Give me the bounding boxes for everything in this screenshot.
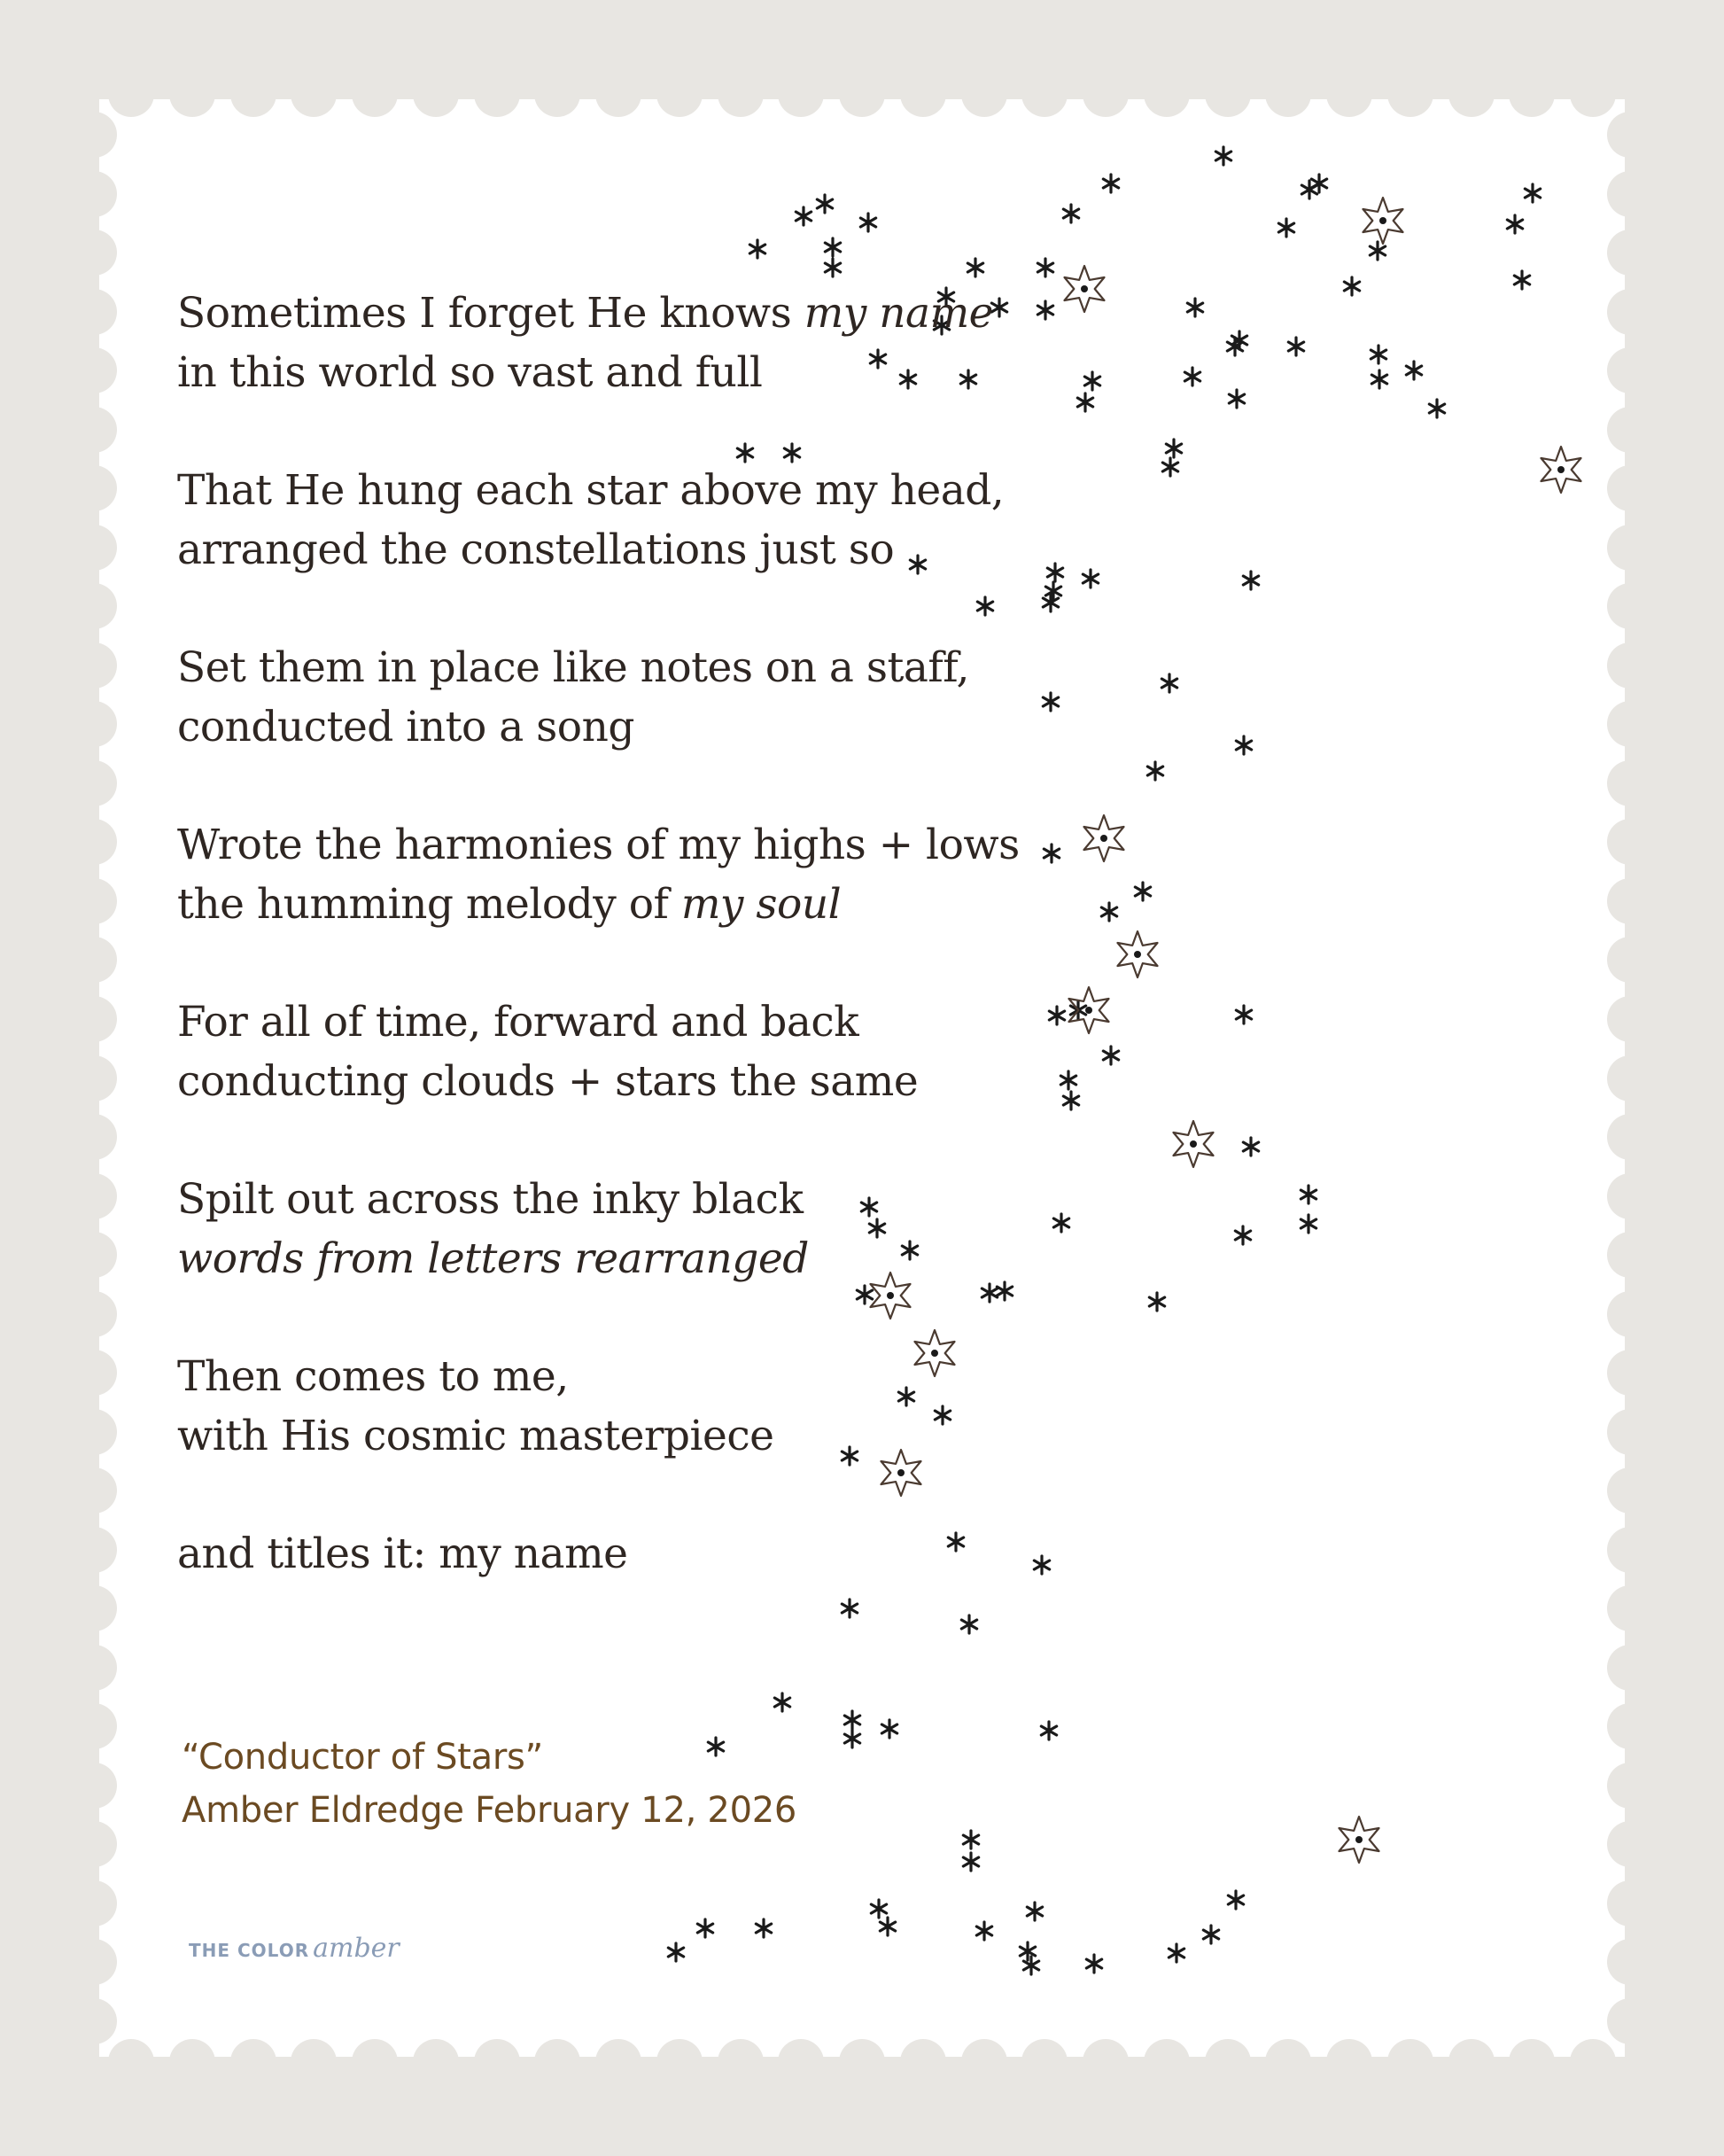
poem-credit [182,1731,796,1837]
star-icon [842,1599,857,1617]
poem-stanza [177,284,993,402]
poem-emphasis: my soul [680,880,842,929]
star-icon [1236,736,1251,754]
poem-line [177,1170,975,1229]
poem-title: “Conductor of Stars” [182,1737,543,1778]
star-icon [982,1284,997,1302]
poem-text: with His cosmic masterpiece [177,1412,774,1460]
star-icon [1288,338,1303,355]
outline-star-icon [1542,447,1581,493]
star-icon [1166,440,1181,457]
outline-star-icon [1069,987,1109,1033]
poem-line [177,1229,975,1288]
star-icon [1020,1942,1035,1960]
star-icon [1236,1006,1251,1024]
poem-text: conducting clouds + stars the same [177,1057,919,1106]
poem-text: Spilt out across the inky black [177,1175,804,1224]
brand-name: amber [313,1933,400,1964]
star-icon [1301,181,1316,198]
star-icon [1228,1891,1243,1909]
poem-line [177,284,993,343]
poem-emphasis: words from letters rearranged [177,1234,809,1283]
star-icon [1507,215,1522,233]
star-icon [1243,1138,1258,1156]
poem-text: Then comes to me, [177,1352,569,1401]
poem-stanza [177,1170,975,1288]
star-icon [1525,184,1540,202]
star-icon [1203,1926,1218,1943]
outline-star-icon [1174,1121,1214,1167]
star-icon [796,207,811,225]
star-icon [991,299,1006,316]
poem-text: Wrote the harmonies of my highs + lows [177,821,1020,869]
star-icon [1371,346,1386,363]
poem-text: For all of time, forward and back [177,998,859,1047]
poem-line [177,992,975,1052]
star-icon [1063,1092,1078,1109]
star-icon [860,214,875,231]
poem-line [177,461,1005,520]
poem-line [177,1052,975,1111]
poem-stanza [177,1347,975,1466]
star-icon [1301,1186,1316,1203]
star-icon [963,1853,978,1871]
star-icon [1027,1903,1042,1920]
star-icon [825,259,840,276]
star-icon [1041,1722,1056,1740]
star-icon [1086,1955,1101,1973]
star-icon [1169,1944,1184,1962]
star-icon [1037,259,1052,276]
star-icon [1101,903,1116,921]
star-icon [1043,693,1058,711]
star-icon [1077,393,1092,411]
poem-line [177,815,1020,875]
star-icon [1083,570,1098,588]
star-icon [1135,883,1150,900]
poem-text: arranged the constellations just so [177,525,895,574]
star-icon [1147,762,1162,780]
brand-prefix: THE COLOR [189,1940,310,1961]
star-icon [1053,1214,1068,1232]
star-icon [1034,1556,1049,1574]
star-icon [1060,1071,1076,1089]
poem-stanza [177,638,975,757]
star-icon [967,259,982,276]
star-icon [977,597,992,615]
star-icon [756,1919,771,1937]
outline-star-icon [1118,931,1158,977]
poem-line [177,1524,975,1584]
star-icon [844,1730,859,1747]
poem-body [177,284,1020,1584]
star-icon [880,1918,895,1935]
star-icon [1301,1215,1316,1233]
star-icon [1278,219,1293,237]
star-icon [1406,362,1421,379]
poem-text: in this world so vast and full [177,348,763,397]
star-icon [774,1693,789,1711]
star-icon [997,1282,1012,1300]
star-icon [668,1943,683,1961]
poem-line [177,343,975,402]
poem-line [177,697,975,757]
star-icon [1162,458,1177,476]
star-icon [1344,277,1359,295]
poem-stanza [177,461,1005,580]
poem-line [177,875,975,934]
star-icon [1215,147,1231,165]
outline-star-icon [1363,198,1403,244]
star-icon [1514,271,1529,289]
star-icon [963,1831,978,1849]
star-icon [1235,1226,1250,1244]
star-icon [1023,1957,1038,1974]
star-icon [1044,844,1059,862]
poem-line [177,638,975,697]
poem-emphasis: my name [804,289,993,338]
outline-star-icon [1084,815,1124,861]
star-icon [1149,1293,1164,1311]
star-icon [976,1922,991,1940]
author-byline: Amber Eldredge February 12, 2026 [182,1790,797,1831]
star-icon [1229,390,1244,408]
poem-text: conducted into a song [177,703,634,751]
star-icon [697,1919,712,1937]
star-icon [871,1900,886,1918]
star-icon [1063,205,1078,222]
poem-text: Sometimes I forget He knows [177,289,804,338]
star-icon [1049,1007,1064,1024]
star-icon [1037,301,1052,319]
star-icon [1243,572,1258,589]
star-icon [844,1711,859,1729]
poem-line [177,1406,975,1466]
poem-text: the humming melody of [177,880,681,929]
star-icon [1103,175,1118,192]
star-icon [1161,674,1177,692]
brand-logo [189,1933,400,1964]
poem-text: Set them in place like notes on a staff, [177,643,969,692]
poem-stanza [177,1524,975,1584]
star-icon [1371,370,1386,388]
poem-line [177,520,975,580]
poem-line [177,1347,975,1406]
poem-stanza [177,992,975,1111]
star-icon [1103,1047,1118,1064]
star-icon [1047,564,1062,581]
star-icon [1311,175,1326,192]
star-icon [1429,400,1444,417]
star-icon [1187,299,1202,316]
star-icon [961,1615,976,1633]
poem-text: That He hung each star above my head, [177,466,1005,515]
star-icon [825,238,840,256]
star-icon [817,195,832,213]
star-icon [881,1720,897,1738]
star-icon [1084,372,1099,390]
poem-text: and titles it: my name [177,1529,628,1578]
outline-star-icon [1065,266,1105,312]
star-icon [749,240,765,258]
star-icon [1184,368,1200,385]
poem-stanza [177,815,1020,934]
outline-star-icon [1340,1817,1379,1863]
